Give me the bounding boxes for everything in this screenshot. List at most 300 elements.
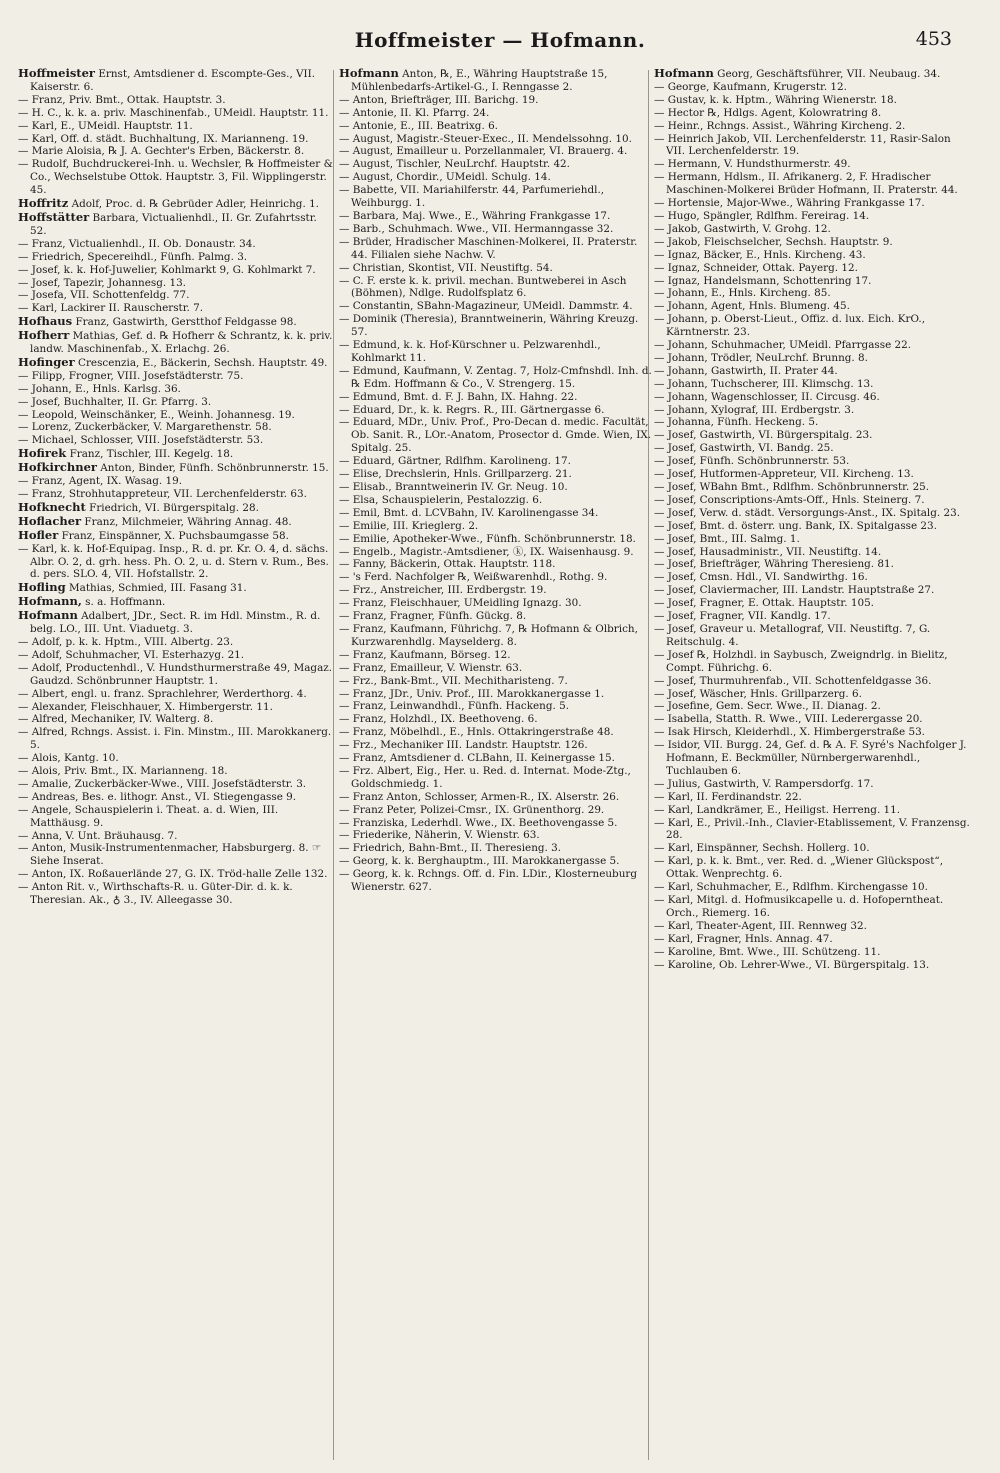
directory-entry [339,662,657,675]
directory-entry [339,597,657,610]
entry-text: — Elise, Drechslerin, Hnls. Grillparzerg. 21. [339,468,572,481]
directory-entry [18,501,336,515]
entry-text: — Josef, Cmsn. Hdl., VI. Sandwirthg. 16. [654,571,868,584]
directory-entry [654,300,972,313]
entry-text: — Franz Peter, Polizei-Cmsr., IX. Grünenthorg. 29. [339,803,605,816]
directory-entry [18,529,336,543]
entry-text: — Anton, Briefträger, III. Barichg. 19. [339,93,539,106]
entry-text: — Edmund, Bmt. d. F. J. Bahn, IX. Hahng. 22. [339,390,578,403]
directory-entry [18,264,336,277]
entry-text: — Filipp, Frogner, VIII. Josefstädterstr. 75. [18,369,244,382]
directory-entry [18,662,336,688]
entry-text: Barbara, Victualienhdl., II. Gr. Zufahrtsstr. 52. [30,211,317,237]
directory-entry [654,804,972,817]
directory-entry [339,107,657,120]
directory-entry [654,584,972,597]
entry-text: — Jakob, Fleischselcher, Sechsh. Hauptstr. 9. [654,235,893,248]
entry-text: — Antonie, II. Kl. Pfarrg. 24. [339,106,490,119]
directory-entry [18,329,336,356]
entry-text: — Johann, Xylograf, III. Erdbergstr. 3. [654,403,855,416]
directory-entry [18,701,336,714]
directory-entry [339,468,657,481]
entry-text: — Karl, Off. d. städt. Buchhaltung, IX. Marianneng. 19. [18,132,309,145]
directory-entry [654,429,972,442]
entry-text: — Gustav, k. k. Hptm., Währing Wienerstr. 18. [654,93,897,106]
entry-text: — Alois, Priv. Bmt., IX. Marianneng. 18. [18,765,228,778]
directory-column-1 [18,67,336,1462]
entry-text: — Anton, Musik-Instrumentenmacher, Habsburgerg. 8. ☞ Siehe Inserat. [18,842,322,868]
entry-text: — Adolf, Schuhmacher, VI. Esterhazyg. 21. [18,648,245,661]
entry-text: — Hortensie, Major-Wwe., Währing Frankgasse 17. [654,197,925,210]
directory-entry [339,184,657,210]
entry-surname: Hoffstätter [18,209,90,224]
directory-entry [339,262,657,275]
entry-text: — Friedrich, Specereihdl., Fünfh. Palmg. 3. [18,250,248,263]
entry-text: — Jakob, Gastwirth, V. Grohg. 12. [654,222,831,235]
directory-entry [654,855,972,881]
directory-entry [654,933,972,946]
directory-entry [339,520,657,533]
entry-text: — Johann, E., Hnls. Karlsg. 36. [18,382,181,395]
entry-text: — Josef, Graveur u. Metallograf, VII. Neustiftg. 7, G. Reitschulg. 4. [654,622,931,648]
entry-text: — August, Tischler, NeuLrchf. Hauptstr. 42. [339,158,570,171]
entry-text: Ernst, Amtsdiener d. Escompte-Ges., VII. Kaiserstr. 6. [30,68,316,93]
directory-entry [18,383,336,396]
entry-text: — Edmund, k. k. Hof-Kürschner u. Pelzwarenhdl., Kohlmarkt 11. [339,339,601,364]
directory-entry [18,315,336,329]
entry-text: — Josef, Bmt. d. österr. ung. Bank, IX. Spitalgasse 23. [654,519,937,532]
directory-entry [339,481,657,494]
directory-entry [18,120,336,133]
entry-text: — August, Magistr.-Steuer-Exec., II. Mendelssohng. 10. [339,132,632,145]
directory-entry [654,67,972,81]
entry-text: — Lorenz, Zuckerbäcker, V. Margarethenstr. 58. [18,421,272,434]
directory-entry [654,726,972,739]
entry-text: — Eduard, Dr., k. k. Regrs. R., III. Gärtnergasse 6. [339,403,605,416]
directory-entry [18,107,336,120]
directory-entry [339,145,657,158]
directory-entry [654,920,972,933]
entry-surname: Hofknecht [18,499,86,514]
directory-entry [18,778,336,791]
entry-text: — Heinr., Rchngs. Assist., Währing Kircheng. 2. [654,119,906,132]
directory-entry [339,817,657,830]
entry-text: Anton, Binder, Fünfh. Schönbrunnerstr. 15. [100,462,329,475]
entry-text: — Alfred, Mechaniker, IV. Walterg. 8. [18,713,214,726]
directory-entry [339,67,657,94]
directory-entry [654,481,972,494]
directory-entry [339,700,657,713]
directory-entry [654,236,972,249]
directory-entry [18,649,336,662]
directory-entry [18,133,336,146]
directory-entry [339,339,657,365]
entry-text: — Frz., Bank-Bmt., VII. Mechitharisteng. 7. [339,674,568,687]
directory-entry [18,238,336,251]
entry-text: — Adolf, p. k. k. Hptm., VIII. Albertg. 23. [18,635,234,648]
directory-entry [654,223,972,236]
directory-entry [339,829,657,842]
directory-entry [339,275,657,301]
entry-text: — Christian, Skontist, VII. Neustiftg. 54. [339,261,553,274]
directory-entry [654,365,972,378]
directory-entry [18,289,336,302]
entry-surname: Hofirek [18,446,67,461]
entry-text: — Johann, E., Hnls. Kircheng. 85. [654,287,831,300]
directory-entry [339,752,657,765]
entry-text: — Franz, Kaufmann, Führichg. 7, ℞ Hofmann & Olbrich, Kurzwarenhdlg. Mayselderg. 8. [339,622,638,648]
entry-text: Franz, Einspänner, X. Puchsbaumgasse 58. [61,529,289,542]
entry-text: — Franz, Kaufmann, Börseg. 12. [339,648,511,661]
entry-text: — Josef, Buchhalter, II. Gr. Pfarrg. 3. [18,395,212,408]
entry-text: — Ignaz, Schneider, Ottak. Payerg. 12. [654,261,858,274]
entry-surname: Hofinger [18,354,75,369]
directory-entry [654,455,972,468]
entry-text: — Barbara, Maj. Wwe., E., Währing Frankgasse 17. [339,209,611,222]
entry-text: — Engelb., Magistr.-Amtsdiener, ⓚ, IX. Waisenhausg. 9. [339,545,634,558]
entry-text: — Emil, Bmt. d. LCVBahn, IV. Karolinengasse 34. [339,506,599,519]
directory-entry [654,610,972,623]
entry-text: — Josef, Hausadministr., VII. Neustiftg. 14. [654,545,882,558]
entry-text: Adolf, Proc. d. ℞ Gebrüder Adler, Heinrichg. 1. [71,198,319,211]
directory-entry [654,339,972,352]
directory-entry [654,352,972,365]
directory-entry [654,881,972,894]
directory-entry [654,791,972,804]
directory-entry [654,778,972,791]
directory-entry [339,558,657,571]
entry-text: — Josef, Wäscher, Hnls. Grillparzerg. 6. [654,687,862,700]
entry-text: — Franz, Leinwandhdl., Fünfh. Hackeng. 5. [339,700,570,713]
entry-text: — Franz, Fleischhauer, UMeidling Ignazg. 30. [339,597,582,610]
entry-text: Anton, ℞, E., Währing Hauptstraße 15, Mühlenbedarfs-Artikel-G., I. Renngasse 2. [351,68,608,93]
entry-surname: Hofhaus [18,314,73,329]
directory-entry [18,595,336,609]
entry-text: — Franz, Möbelhdl., E., Hnls. Ottakringerstraße 48. [339,726,614,739]
directory-entry [339,313,657,339]
entry-text: — Babette, VII. Mariahilferstr. 44, Parfumeriehdl., Weihburgg. 1. [339,184,605,210]
directory-entry [339,455,657,468]
directory-entry [654,171,972,197]
directory-entry [654,675,972,688]
entry-text: — Johanna, Fünfh. Heckeng. 5. [654,416,819,429]
entry-text: — Karoline, Bmt. Wwe., III. Schützeng. 11. [654,945,881,958]
directory-entry [654,494,972,507]
entry-text: — Josefine, Gem. Secr. Wwe., II. Dianag. 2. [654,700,881,713]
directory-column-2 [339,67,657,1462]
directory-entry [654,959,972,972]
entry-text: — Rudolf, Buchdruckerei-Inh. u. Wechsler, ℞ Hoffmeister & Co., Wechselstube Ottok. Hauptstr. 3, Fil. Wipplingerstr. 45. [18,158,333,197]
entry-text: — Josef, Hutformen-Appreteur, VII. Kircheng. 13. [654,468,914,481]
entry-text: — Hugo, Spängler, Rdlfhm. Fereirag. 14. [654,209,870,222]
directory-entry [654,107,972,120]
directory-entry [654,688,972,701]
entry-text: — Franz, Agent, IX. Wasag. 19. [18,475,183,488]
entry-text: — Franz, JDr., Univ. Prof., III. Marokkanergasse 1. [339,687,605,700]
directory-entry [339,365,657,391]
entry-text: — August, Chordir., UMeidl. Schulg. 14. [339,171,551,184]
entry-text: Adalbert, JDr., Sect. R. im Hdl. Minstm., R. d. belg. LO., III. Unt. Viaduetg. 3. [30,610,321,636]
entry-text: — Michael, Schlosser, VIII. Josefstädterstr. 53. [18,434,264,447]
entry-text: — Franz, Victualienhdl., II. Ob. Donaustr. 34. [18,237,256,250]
entry-surname: Hofkirchner [18,460,97,475]
directory-entry [339,675,657,688]
directory-entry [654,571,972,584]
entry-text: — Josef, Gastwirth, VI. Bandg. 25. [654,442,834,455]
entry-text: — Brüder, Hradischer Maschinen-Molkerei, II. Praterstr. 44. Filialen siehe Nachw. V. [339,235,638,261]
directory-entry [18,713,336,726]
entry-text: — Franz, Fragner, Fünfh. Gückg. 8. [339,610,527,623]
entry-text: — Josef, Fragner, VII. Kandlg. 17. [654,610,831,623]
entry-text: — George, Kaufmann, Krugerstr. 12. [654,80,847,93]
directory-entry [654,817,972,843]
directory-entry [339,584,657,597]
entry-text: — Karl, Theater-Agent, III. Rennweg 32. [654,919,867,932]
directory-entry [18,830,336,843]
entry-text: Crescenzia, E., Bäckerin, Sechsh. Hauptstr. 49. [78,356,328,369]
entry-surname: Hofherr [18,328,70,343]
directory-entry [18,145,336,158]
entry-text: Friedrich, VI. Bürgerspitalg. 28. [89,501,259,514]
directory-entry [654,275,972,288]
entry-text: — Josef, Tapezir, Johannesg. 13. [18,276,186,289]
entry-text: — Karl, II. Ferdinandstr. 22. [654,790,802,803]
directory-entry [18,94,336,107]
entry-text: — Johann, Trödler, NeuLrchf. Brunng. 8. [654,351,868,364]
directory-entry [339,842,657,855]
entry-text: — Hector ℞, Hdlgs. Agent, Kolowratring 8. [654,106,882,119]
entry-text: — Johann, Wagenschlosser, II. Circusg. 46. [654,390,880,403]
entry-text: — Barb., Schuhmach. Wwe., VII. Hermanngasse 32. [339,222,614,235]
directory-entry [654,713,972,726]
directory-entry [18,804,336,830]
directory-entry [654,120,972,133]
entry-text: — Isak Hirsch, Kleiderhdl., X. Himbergerstraße 53. [654,726,925,739]
entry-text: — Johann, Tuchscherer, III. Klimschg. 13. [654,377,874,390]
directory-entry [654,623,972,649]
directory-entry [18,609,336,636]
entry-surname: Hofling [18,580,66,595]
entry-text: — Karl, Schuhmacher, E., Rdlfhm. Kirchengasse 10. [654,881,928,894]
directory-entry [339,623,657,649]
directory-entry [654,946,972,959]
entry-text: — Friederike, Näherin, V. Wienstr. 63. [339,829,540,842]
entry-text: — Franz, Strohhutappreteur, VII. Lerchenfelderstr. 63. [18,488,307,500]
entry-text: — Dominik (Theresia), Branntweinerin, Währing Kreuzg. 57. [339,313,639,339]
page-header [0,28,1000,62]
entry-text: — Julius, Gastwirth, V. Rampersdorfg. 17. [654,777,874,790]
entry-text: — Karl, E., UMeidl. Hauptstr. 11. [18,119,193,132]
directory-entry [654,287,972,300]
entry-text: — Karl, Landkrämer, E., Heiligst. Herreng. 11. [654,803,901,816]
entry-surname: Hofmann [339,67,399,80]
directory-entry [654,597,972,610]
entry-text: — Emilie, III. Krieglerg. 2. [339,519,479,532]
directory-entry [654,197,972,210]
entry-surname: Hofmann, [18,594,82,609]
entry-text: — Franz, Priv. Bmt., Ottak. Hauptstr. 3. [18,93,226,106]
directory-entry [18,356,336,370]
directory-entry [18,409,336,422]
directory-entry [654,468,972,481]
directory-entry [339,236,657,262]
entry-surname: Hofmann [654,67,714,80]
entry-text: — Franz, Amtsdiener d. CLBahn, II. Keinergasse 15. [339,752,615,765]
entry-text: — Constantin, SBahn-Magazineur, UMeidl. Dammstr. 4. [339,300,633,313]
directory-entry [18,581,336,595]
directory-entry [339,688,657,701]
entry-text: — Karl, Einspänner, Sechsh. Hollerg. 10. [654,842,870,855]
entry-surname: Hofler [18,527,59,542]
directory-entry [18,197,336,211]
entry-text: Mathias, Schmied, III. Fasang 31. [68,582,247,595]
entry-text: — Angele, Schauspielerin i. Theat. a. d. Wien, III. Matthäusg. 9. [18,803,279,829]
entry-text: — 's Ferd. Nachfolger ℞, Weißwarenhdl., Rothg. 9. [339,571,608,584]
directory-entry [18,688,336,701]
entry-text: — Frz., Mechaniker III. Landstr. Hauptstr. 126. [339,739,588,752]
directory-entry [18,277,336,290]
entry-text: — Elsa, Schauspielerin, Pestalozzig. 6. [339,493,543,506]
entry-text: Georg, Geschäftsführer, VII. Neubaug. 34. [717,68,941,80]
directory-entry [654,700,972,713]
entry-text: — Franz, Emailleur, V. Wienstr. 63. [339,661,523,674]
page-title: Hoffmeister — Hofmann. [354,28,646,52]
entry-text: — Marie Aloisia, ℞ J. A. Gechter's Erben, Bäckerstr. 8. [18,145,305,158]
directory-entry [654,158,972,171]
entry-text: s. a. Hoffmann. [85,596,166,609]
entry-text: — Josef, Fünfh. Schönbrunnerstr. 53. [654,455,850,468]
entry-text: — Friedrich, Bahn-Bmt., II. Theresieng. 3. [339,842,562,855]
directory-entry [18,726,336,752]
directory-entry [339,804,657,817]
entry-text: — Josef ℞, Holzhdl. in Saybusch, Zweigndrlg. in Bielitz, Compt. Führichg. 6. [654,648,948,674]
directory-entry [339,404,657,417]
directory-entry [654,81,972,94]
entry-text: Franz, Milchmeier, Währing Annag. 48. [84,515,292,528]
entry-text: — August, Emailleur u. Porzellanmaler, VI. Brauerg. 4. [339,145,628,158]
entry-text: — Albert, engl. u. franz. Sprachlehrer, Werderthorg. 4. [18,687,307,700]
directory-entry [339,391,657,404]
entry-text: — Eduard, Gärtner, Rdlfhm. Karolineng. 17. [339,455,571,468]
entry-text: — Alexander, Fleischhauer, X. Himbergerstr. 11. [18,700,273,713]
entry-text: — C. F. erste k. k. privil. mechan. Buntweberei in Asch (Böhmen), Ndlge. Rudolfsplatz 6. [339,274,627,300]
entry-text: — Frz., Anstreicher, III. Erdbergstr. 19. [339,584,547,597]
directory-entry [339,210,657,223]
directory-entry [339,158,657,171]
directory-entry [654,378,972,391]
entry-text: — Josef, Conscriptions-Amts-Off., Hnls. Steinerg. 7. [654,493,925,506]
entry-surname: Hoffmeister [18,67,95,80]
entry-surname: Hoflacher [18,513,82,528]
directory-entry [18,158,336,197]
entry-text: — Alois, Kantg. 10. [18,752,119,765]
directory-entry [18,752,336,765]
directory-entry [654,842,972,855]
entry-text: — Isabella, Statth. R. Wwe., VIII. Lederergasse 20. [654,713,923,726]
directory-entry [339,765,657,791]
directory-entry [339,507,657,520]
directory-column-3 [654,67,972,1462]
directory-entry [654,442,972,455]
entry-text: — Ignaz, Bäcker, E., Hnls. Kircheng. 43. [654,248,866,261]
entry-text: — Josefa, VII. Schottenfeldg. 77. [18,289,190,302]
directory-entry [18,881,336,907]
entry-text: — Karl, k. k. Hof-Equipag. Insp., R. d. pr. Kr. O. 4, d. sächs. Albr. O. 2, d. grh. hess. Ph. O. 2, u. d. Stern v. Rum., Bes. d. pers. SLO. 4, VII. Hofstallstr. 2. [18,542,329,581]
entry-text: — Karl, p. k. k. Bmt., ver. Red. d. „Wiener Glückspost“, Ottak. Wenprechtg. 6. [654,855,944,881]
directory-entry [339,223,657,236]
directory-entry [18,447,336,461]
entry-text: — Karl, Mitgl. d. Hofmusikcapelle u. d. Hofoperntheat. Orch., Riemerg. 16. [654,894,944,919]
directory-entry [654,533,972,546]
entry-text: — Josef, Claviermacher, III. Landstr. Hauptstraße 27. [654,584,935,597]
entry-text: — Anna, V. Unt. Bräuhausg. 7. [18,829,178,842]
directory-entry [654,404,972,417]
directory-entry [339,713,657,726]
directory-entry [654,133,972,159]
directory-entry [339,94,657,107]
directory-entry [654,416,972,429]
entry-text: — Anton, IX. Roßauerlände 27, G. IX. Tröd-halle Zelle 132. [18,868,328,881]
entry-text: — Johann, Schuhmacher, UMeidl. Pfarrgasse 22. [654,339,912,352]
directory-entry [654,739,972,778]
directory-entry [339,868,657,894]
directory-entry [18,396,336,409]
entry-text: — Leopold, Weinschänker, E., Weinh. Johannesg. 19. [18,408,295,421]
entry-text: — Josef, k. k. Hof-Juwelier, Kohlmarkt 9, G. Kohlmarkt 7. [18,263,316,276]
entry-text: — Ignaz, Handelsmann, Schottenring 17. [654,274,872,287]
directory-entry [18,461,336,475]
entry-text: — Johann, Agent, Hnls. Blumeng. 45. [654,300,850,313]
entry-text: Mathias, Gef. d. ℞ Hofherr & Schrantz, k. k. priv. landw. Maschinenfab., X. Erlachg. 26. [30,330,333,356]
directory-entry [339,546,657,559]
directory-entry [654,507,972,520]
entry-surname: Hofmann [18,608,78,623]
directory-entry [18,636,336,649]
directory-entry [654,649,972,675]
directory-entry [18,765,336,778]
directory-entry [654,249,972,262]
entry-text: — Georg, k. k. Rchngs. Off. d. Fin. LDir., Klosterneuburg Wienerstr. 627. [339,868,638,894]
entry-text: — Karoline, Ob. Lehrer-Wwe., VI. Bürgerspitalg. 13. [654,958,930,971]
entry-text: — Andreas, Bes. e. lithogr. Anst., VI. Stiegengasse 9. [18,790,297,803]
directory-entry [18,475,336,488]
page-number: 453 [915,28,952,50]
entry-text: — Eduard, MDr., Univ. Prof., Pro-Decan d. medic. Facultät, Ob. Sanit. R., LOr.-Anatom, Prosector d. Gmde. Wien, IX. Spitalg. 25. [339,416,652,455]
entry-text: — Alfred, Rchngs. Assist. i. Fin. Minstm., III. Marokkanerg. 5. [18,726,332,752]
directory-entry [18,421,336,434]
entry-text: — Josef, Bmt., III. Salmg. 1. [654,532,800,545]
entry-text: — Georg, k. k. Berghauptm., III. Marokkanergasse 5. [339,855,620,868]
directory-entry [339,494,657,507]
directory-entry [654,546,972,559]
entry-text: — Josef, Gastwirth, VI. Bürgerspitalg. 23. [654,429,873,442]
entry-text: — Adolf, Productenhdl., V. Hundsthurmerstraße 49, Magaz. Gaudzd. Schönbrunner Hauptstr. 1. [18,661,333,687]
entry-text: Franz, Tischler, III. Kegelg. 18. [69,448,234,461]
entry-text: — Frz. Albert, Eig., Her. u. Red. d. Internat. Mode-Ztg., Goldschmiedg. 1. [339,764,631,790]
entry-text: — Karl, E., Privil.-Inh., Clavier-Etablissement, V. Franzensg. 28. [654,816,970,842]
entry-text: — Anton Rit. v., Wirthschafts-R. u. Güter-Dir. d. k. k. Theresian. Ak., ♁ 3., IV. Alleegasse 30. [18,881,293,907]
directory-entry [654,558,972,571]
entry-text: — Amalie, Zuckerbäcker-Wwe., VIII. Josefstädterstr. 3. [18,777,307,790]
directory-entry [654,520,972,533]
entry-text: — Edmund, Kaufmann, V. Zentag. 7, Holz-Cmfnshdl. Inh. d. ℞ Edm. Hoffmann & Co., V. Strengerg. 15. [339,364,652,390]
entry-text: — Johann, Gastwirth, II. Prater 44. [654,364,838,377]
entry-text: — Josef, Briefträger, Währing Theresieng. 81. [654,558,894,571]
directory-entry [654,94,972,107]
entry-text: — Franziska, Lederhdl. Wwe., IX. Beethovengasse 5. [339,816,618,829]
entry-text: — Antonie, E., III. Beatrixg. 6. [339,119,498,132]
directory-entry [339,133,657,146]
